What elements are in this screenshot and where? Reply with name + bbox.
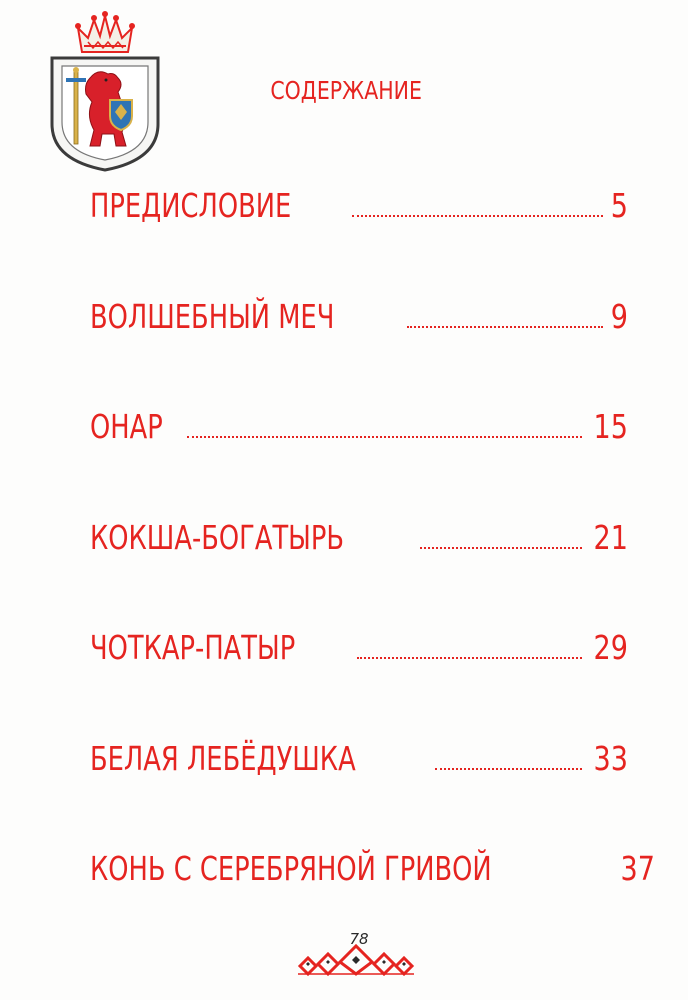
toc-entry-title: ОНАР — [90, 407, 163, 446]
toc-entry-page: 33 — [593, 738, 628, 778]
toc-entry-page: 37 — [620, 849, 655, 888]
dot-leader — [352, 215, 603, 217]
toc-entry[interactable] — [90, 399, 628, 510]
toc-entry-page: 29 — [593, 628, 628, 667]
toc-entry-page: 5 — [610, 186, 628, 225]
dot-leader — [435, 768, 582, 770]
toc-entry-title: ВОЛШЕБНЫЙ МЕЧ — [90, 296, 335, 336]
page-number: 78 — [349, 930, 369, 948]
toc-entry[interactable] — [90, 510, 628, 621]
toc-entry-title: ЧОТКАР-ПАТЫР — [90, 628, 296, 667]
toc-entry-title: КОНЬ С СЕРЕБРЯНОЙ ГРИВОЙ — [90, 849, 492, 888]
dot-leader — [357, 657, 582, 659]
toc-entry-page: 9 — [610, 296, 628, 336]
dot-leader — [407, 326, 603, 328]
crown-icon — [75, 11, 135, 52]
toc-entry-page: 21 — [593, 517, 628, 557]
toc-entry-title: БЕЛАЯ ЛЕБЁДУШКА — [90, 738, 356, 778]
toc-entry-title: КОКША-БОГАТЫРЬ — [90, 517, 345, 557]
contents-heading: СОДЕРЖАНИЕ — [270, 76, 422, 105]
dot-leader — [187, 436, 582, 438]
toc-entry[interactable] — [90, 620, 628, 731]
toc-entry[interactable] — [90, 289, 628, 400]
toc-entry-page: 15 — [593, 407, 628, 446]
folk-ornament-icon — [296, 938, 416, 976]
table-of-contents — [90, 178, 655, 952]
toc-entry-title: ПРЕДИСЛОВИЕ — [90, 186, 292, 225]
dot-leader — [420, 547, 582, 549]
toc-entry[interactable] — [90, 178, 628, 289]
toc-entry[interactable] — [90, 731, 628, 842]
